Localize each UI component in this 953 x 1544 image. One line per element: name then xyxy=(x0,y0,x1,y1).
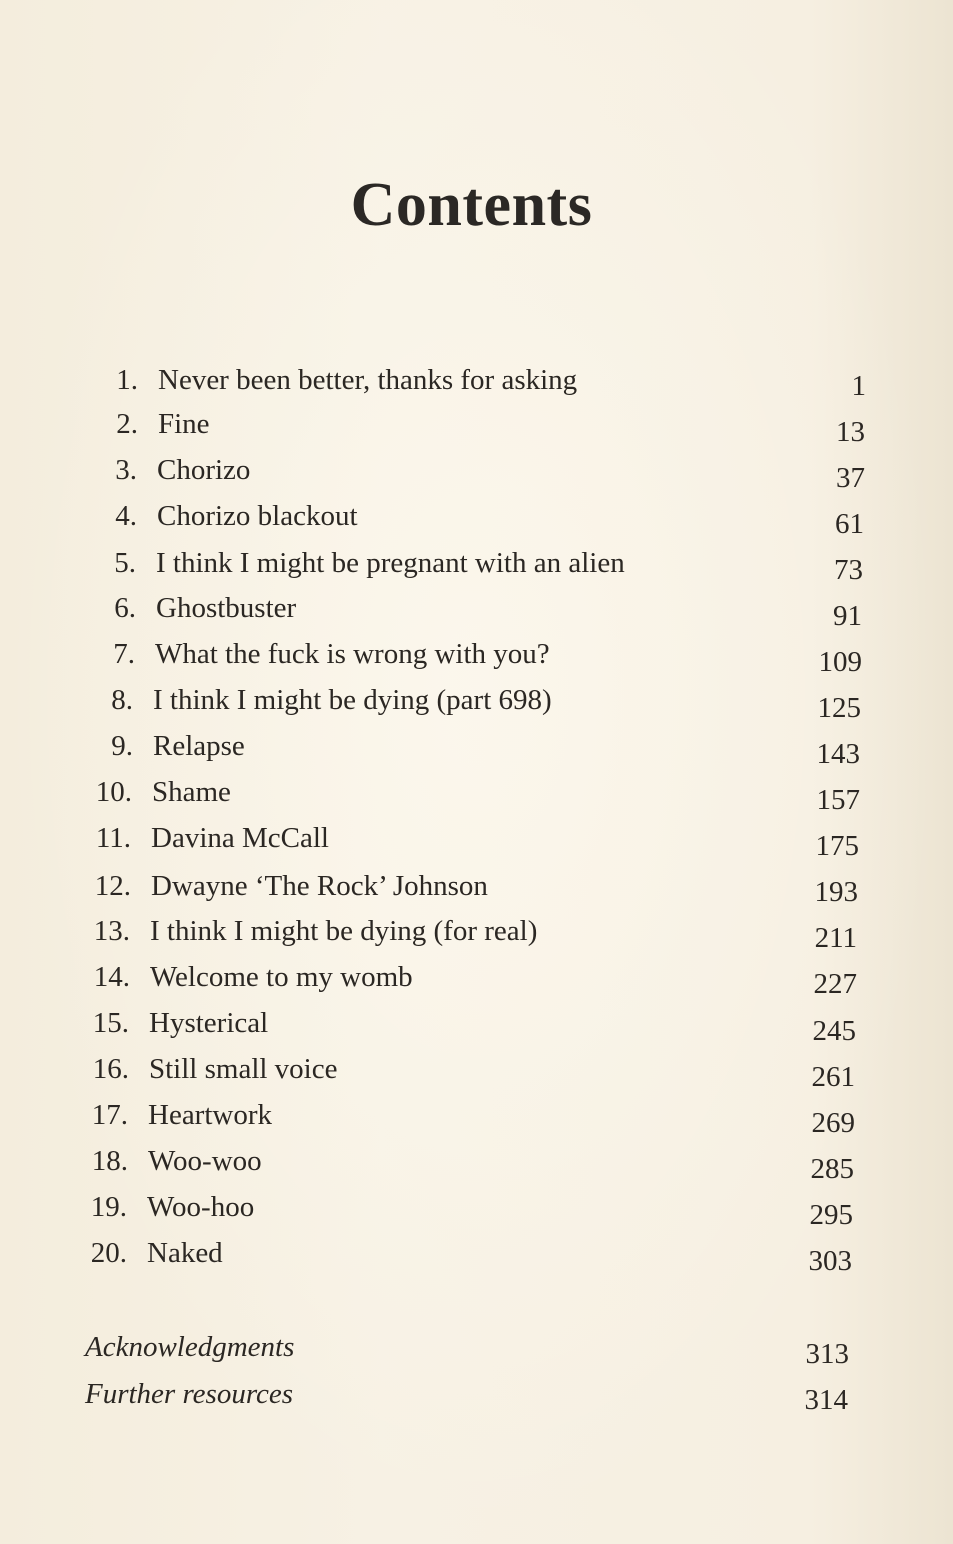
chapter-number: 18. xyxy=(91,1145,128,1177)
chapter-number: 16. xyxy=(92,1053,129,1085)
chapter-title: Chorizo xyxy=(157,454,251,486)
toc-entry[interactable] xyxy=(116,404,210,444)
back-matter-page-number: 313 xyxy=(805,1338,849,1370)
chapter-page-number: 269 xyxy=(811,1107,855,1139)
chapter-number: 15. xyxy=(92,1007,129,1039)
toc-entry[interactable] xyxy=(94,866,488,906)
chapter-page-number: 143 xyxy=(816,738,860,770)
toc-entry[interactable] xyxy=(93,911,538,951)
toc-entry[interactable] xyxy=(92,1049,338,1089)
toc-entry[interactable] xyxy=(91,1095,273,1135)
chapter-number: 20. xyxy=(90,1237,127,1269)
chapter-title: Dwayne ‘The Rock’ Johnson xyxy=(151,870,488,902)
chapter-page-number: 245 xyxy=(812,1015,856,1047)
chapter-title: I think I might be dying (for real) xyxy=(150,915,538,947)
chapter-title: Heartwork xyxy=(148,1099,273,1131)
toc-entry[interactable] xyxy=(115,450,251,490)
chapter-number: 3. xyxy=(115,454,137,486)
chapter-title: Chorizo blackout xyxy=(157,500,358,532)
chapter-page-number: 73 xyxy=(834,554,863,586)
chapter-page-number: 175 xyxy=(815,830,859,862)
chapter-page-number: 91 xyxy=(833,600,862,632)
chapter-title: Woo-hoo xyxy=(147,1191,255,1223)
toc-entry[interactable] xyxy=(115,496,358,536)
chapter-number: 1. xyxy=(116,364,138,396)
back-matter-title[interactable]: Further resources xyxy=(85,1378,294,1410)
chapter-title: Ghostbuster xyxy=(156,592,297,624)
chapter-page-number: 285 xyxy=(810,1153,854,1185)
toc-entry[interactable] xyxy=(90,1233,223,1273)
chapter-number: 5. xyxy=(114,547,136,579)
chapter-title: Never been better, thanks for asking xyxy=(158,364,578,396)
chapter-title: Naked xyxy=(147,1237,223,1269)
chapter-page-number: 125 xyxy=(817,692,861,724)
chapter-number: 14. xyxy=(93,961,130,993)
chapter-title: Welcome to my womb xyxy=(150,961,413,993)
chapter-number: 12. xyxy=(94,870,131,902)
chapter-number: 8. xyxy=(111,684,133,716)
chapter-title: Hysterical xyxy=(149,1007,269,1039)
chapter-page-number: 13 xyxy=(836,416,865,448)
chapter-number: 6. xyxy=(114,592,136,624)
chapter-title: I think I might be pregnant with an alien xyxy=(156,547,625,579)
chapter-number: 4. xyxy=(115,500,137,532)
chapter-number: 11. xyxy=(95,822,131,854)
page-title: Contents xyxy=(350,171,593,239)
chapter-number: 7. xyxy=(113,638,135,670)
chapter-number: 13. xyxy=(93,915,130,947)
toc-entry[interactable] xyxy=(111,726,245,766)
back-matter-title[interactable]: Acknowledgments xyxy=(85,1331,295,1363)
chapter-title: Davina McCall xyxy=(151,822,329,854)
chapter-title: Fine xyxy=(158,408,210,440)
toc-entry[interactable] xyxy=(93,957,413,997)
chapter-number: 2. xyxy=(116,408,138,440)
chapter-number: 9. xyxy=(111,730,133,762)
toc-entry[interactable] xyxy=(114,588,297,628)
chapter-title: What the fuck is wrong with you? xyxy=(155,638,550,670)
chapter-number: 19. xyxy=(90,1191,127,1223)
chapter-page-number: 295 xyxy=(809,1199,853,1231)
toc-entry[interactable] xyxy=(91,1141,262,1181)
chapter-page-number: 157 xyxy=(816,784,860,816)
chapter-page-number: 227 xyxy=(813,968,857,1000)
chapter-title: Relapse xyxy=(153,730,245,762)
chapter-number: 10. xyxy=(95,776,132,808)
chapter-page-number: 109 xyxy=(818,646,862,678)
chapter-title: Woo-woo xyxy=(148,1145,262,1177)
toc-entry[interactable] xyxy=(92,1003,269,1043)
chapter-page-number: 303 xyxy=(808,1245,852,1277)
chapter-page-number: 193 xyxy=(814,876,858,908)
back-matter-page-number: 314 xyxy=(804,1384,848,1416)
chapter-title: I think I might be dying (part 698) xyxy=(153,684,552,716)
chapter-page-number: 261 xyxy=(811,1061,855,1093)
toc-entry[interactable] xyxy=(114,543,625,583)
toc-entry[interactable] xyxy=(95,818,329,858)
chapter-title: Shame xyxy=(152,776,231,808)
toc-entry[interactable] xyxy=(113,634,550,674)
chapter-page-number: 1 xyxy=(851,370,866,402)
toc-entry[interactable] xyxy=(111,680,552,720)
toc-entry[interactable] xyxy=(90,1187,255,1227)
chapter-page-number: 37 xyxy=(836,462,865,494)
chapter-page-number: 61 xyxy=(835,508,864,540)
chapter-page-number: 211 xyxy=(814,922,857,954)
toc-entry[interactable] xyxy=(95,772,231,812)
chapter-number: 17. xyxy=(91,1099,128,1131)
toc-entry[interactable] xyxy=(116,360,578,400)
chapter-title: Still small voice xyxy=(149,1053,338,1085)
